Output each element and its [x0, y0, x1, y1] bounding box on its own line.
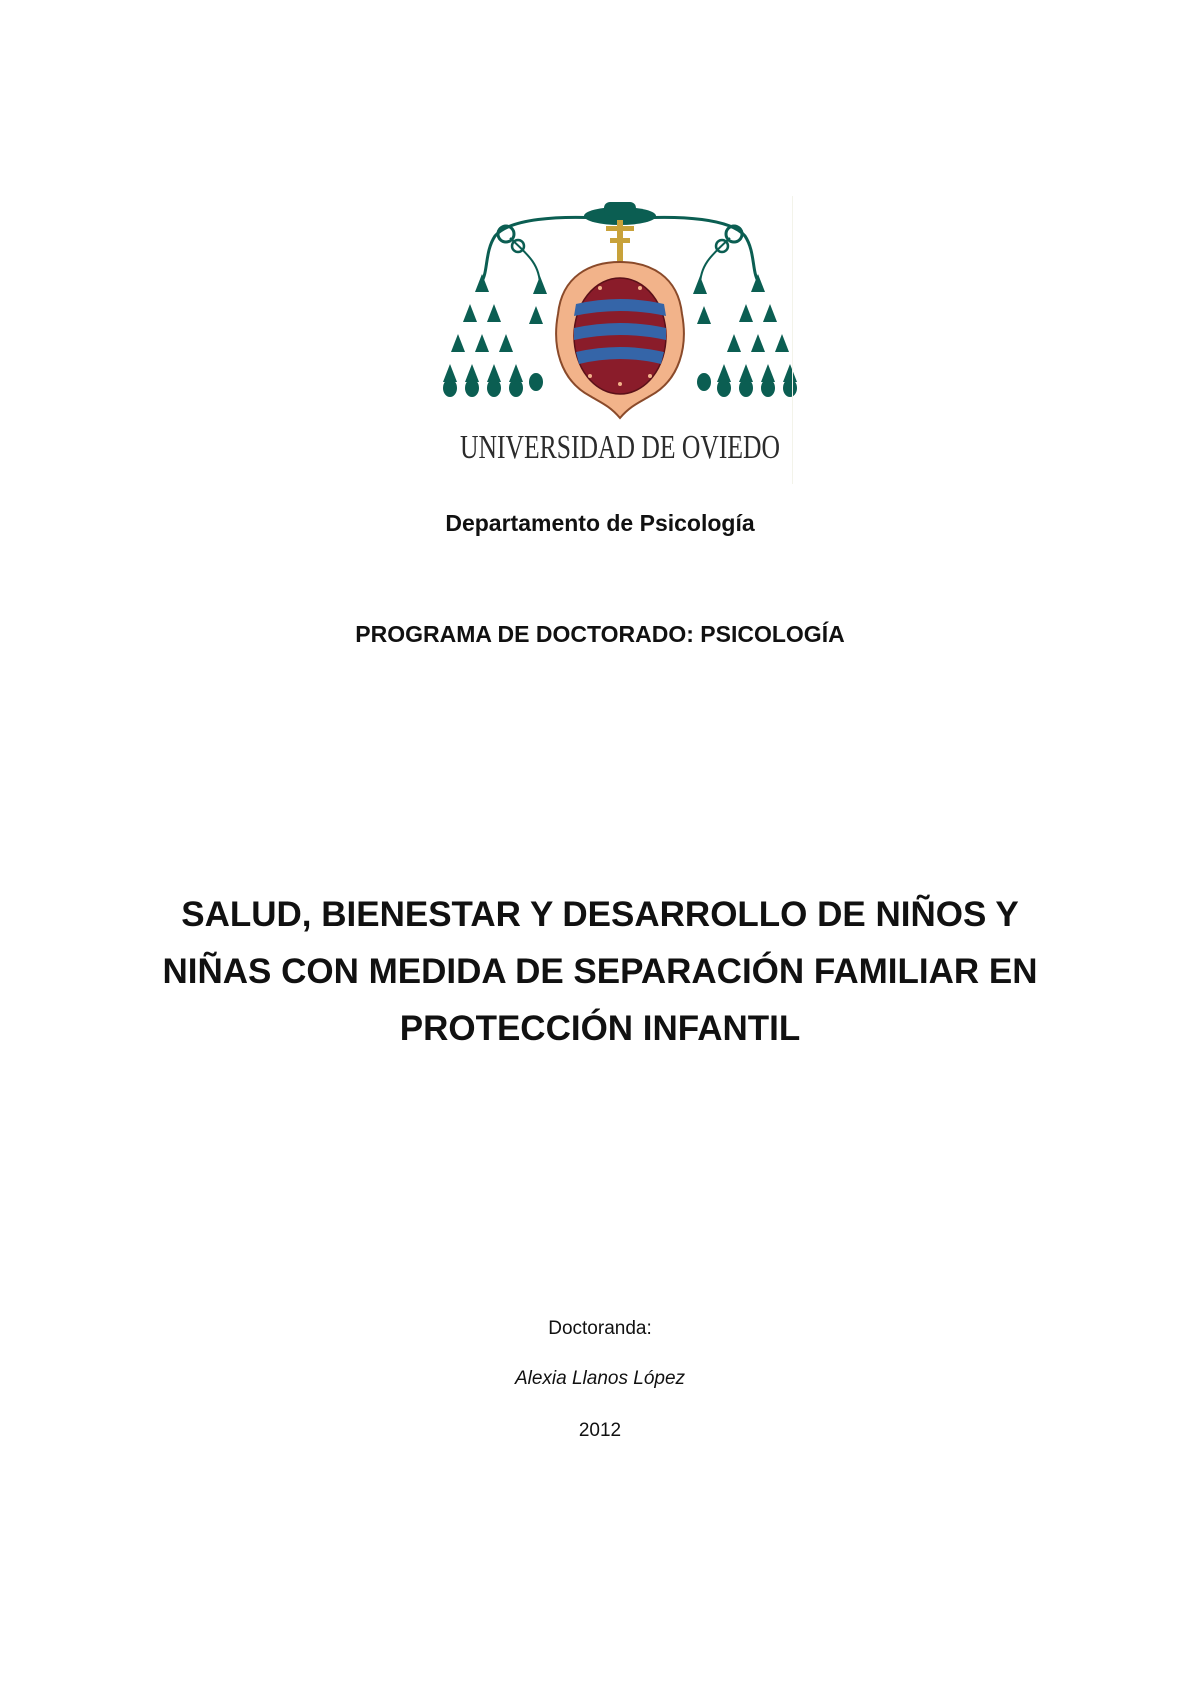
- thesis-title: [120, 886, 1080, 1057]
- author-name: Alexia Llanos López: [514, 1368, 686, 1389]
- university-of-oviedo-logo: [440, 196, 800, 486]
- department-name: Departamento de Psicología: [445, 510, 755, 536]
- logo-border-line: [792, 196, 793, 484]
- thesis-title-line-1: SALUD, BIENESTAR Y DESARROLLO DE NIÑOS Y: [181, 895, 1019, 934]
- doctoral-program: PROGRAMA DE DOCTORADO: PSICOLOGÍA: [355, 621, 845, 647]
- thesis-title-line-2: NIÑAS CON MEDIDA DE SEPARACIÓN FAMILIAR EN: [162, 952, 1038, 991]
- thesis-title-line-3: PROTECCIÓN INFANTIL: [399, 1009, 801, 1048]
- coat-of-arms-icon: [440, 196, 800, 486]
- author-label: Doctoranda:: [548, 1318, 652, 1339]
- year: 2012: [578, 1420, 622, 1441]
- svg-text:UNIVERSIDAD DE OVIEDO: UNIVERSIDAD DE OVIEDO: [460, 429, 780, 466]
